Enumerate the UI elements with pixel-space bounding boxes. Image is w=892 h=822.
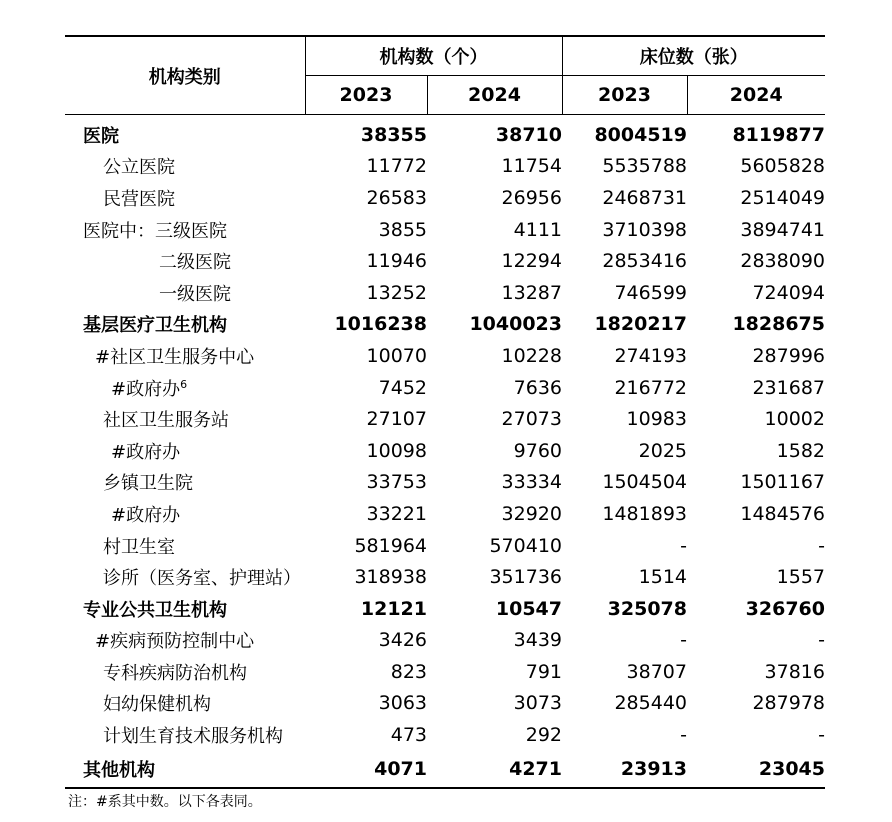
table-row xyxy=(65,115,825,151)
cell: 1484576 xyxy=(740,502,825,525)
cell: 27073 xyxy=(501,408,562,431)
cell: 23913 xyxy=(562,751,687,788)
cell: 8004519 xyxy=(594,123,687,146)
cell: - xyxy=(818,534,825,557)
cell: - xyxy=(680,534,687,557)
cell: 4111 xyxy=(513,218,562,241)
cell: 2514049 xyxy=(740,186,825,209)
cell: 4071 xyxy=(305,751,427,788)
health-institutions-table xyxy=(65,35,825,789)
cell: 26583 xyxy=(366,186,427,209)
cell: - xyxy=(818,629,825,652)
cell: 8119877 xyxy=(732,123,825,146)
table-row xyxy=(65,593,825,625)
table-row xyxy=(65,340,825,372)
cell: 3855 xyxy=(378,218,427,241)
row-label-text: #政府办 xyxy=(111,378,181,400)
cell: 12121 xyxy=(360,597,427,620)
table-row xyxy=(65,245,825,277)
cell: 3439 xyxy=(513,629,562,652)
table-row xyxy=(65,309,825,341)
table-row xyxy=(65,435,825,467)
cell: 2468731 xyxy=(602,186,687,209)
table-row xyxy=(65,214,825,246)
cell: 1557 xyxy=(776,566,825,589)
cell: 32920 xyxy=(501,502,562,525)
cell: 1481893 xyxy=(602,502,687,525)
row-label: 村卫生室 xyxy=(103,536,175,558)
cell: 3063 xyxy=(378,692,427,715)
row-label: 乡镇卫生院 xyxy=(103,473,193,495)
year-header: 2023 xyxy=(305,76,427,115)
row-label: #政府办 xyxy=(111,441,181,463)
table-row xyxy=(65,151,825,183)
cell: 33334 xyxy=(501,471,562,494)
cell: 3073 xyxy=(513,692,562,715)
cell: 10228 xyxy=(501,344,562,367)
cell: 570410 xyxy=(489,534,562,557)
row-label: 其他机构 xyxy=(65,751,305,788)
cell: - xyxy=(680,724,687,747)
cell: 1582 xyxy=(776,439,825,462)
row-label: 计划生育技术服务机构 xyxy=(103,726,283,748)
cell: 724094 xyxy=(752,281,825,304)
cell: 1828675 xyxy=(732,313,825,336)
row-label: #政府办 xyxy=(111,504,181,526)
table-row xyxy=(65,403,825,435)
cell: 33221 xyxy=(366,502,427,525)
footnote-mark: 6 xyxy=(180,377,188,391)
row-label: 社区卫生服务站 xyxy=(103,410,229,432)
table-row xyxy=(65,688,825,720)
cell: 287996 xyxy=(752,344,825,367)
cell: 1016238 xyxy=(334,313,427,336)
row-label: 诊所（医务室、护理站） xyxy=(103,568,301,590)
cell: 1501167 xyxy=(740,471,825,494)
cell: 2838090 xyxy=(740,250,825,273)
cell: 791 xyxy=(525,660,562,683)
table-row xyxy=(65,530,825,562)
cell: 3426 xyxy=(378,629,427,652)
cell: 5535788 xyxy=(602,155,687,178)
row-label: 基层医疗卫生机构 xyxy=(83,315,227,337)
cell: 292 xyxy=(525,724,562,747)
cell: 37816 xyxy=(764,660,825,683)
row-label: 医院 xyxy=(83,125,119,147)
cell: 10547 xyxy=(495,597,562,620)
row-label: #社区卫生服务中心 xyxy=(95,346,255,368)
cell: 1504504 xyxy=(602,471,687,494)
table-row xyxy=(65,182,825,214)
row-label xyxy=(65,372,305,404)
cell: 325078 xyxy=(607,597,687,620)
cell: 351736 xyxy=(489,566,562,589)
cell: 10098 xyxy=(366,439,427,462)
row-label: 一级医院 xyxy=(159,283,231,305)
cell: 2025 xyxy=(638,439,687,462)
cell: 823 xyxy=(390,660,427,683)
cell: 318938 xyxy=(354,566,427,589)
cell: 274193 xyxy=(614,344,687,367)
cell: 12294 xyxy=(501,250,562,273)
cell: 2853416 xyxy=(602,250,687,273)
cell: 581964 xyxy=(354,534,427,557)
year-header: 2024 xyxy=(729,84,783,106)
cell: 13252 xyxy=(366,281,427,304)
cell: 10002 xyxy=(764,408,825,431)
cell: 287978 xyxy=(752,692,825,715)
cell: 4271 xyxy=(427,751,562,788)
cell: 326760 xyxy=(745,597,825,620)
table-row xyxy=(65,467,825,499)
cell: 231687 xyxy=(752,376,825,399)
cell: 1820217 xyxy=(594,313,687,336)
beds-header: 床位数（张） xyxy=(562,36,825,76)
year-header: 2023 xyxy=(562,76,687,115)
table-row xyxy=(65,625,825,657)
cell: 285440 xyxy=(614,692,687,715)
cell: 1514 xyxy=(638,566,687,589)
category-header: 机构类别 xyxy=(65,36,305,115)
cell: 216772 xyxy=(614,376,687,399)
row-label: 专业公共卫生机构 xyxy=(83,599,227,621)
cell: 5605828 xyxy=(740,155,825,178)
cell: 11946 xyxy=(366,250,427,273)
institutions-header: 机构数（个） xyxy=(305,36,562,76)
year-header: 2024 xyxy=(427,76,562,115)
row-label: #疾病预防控制中心 xyxy=(95,631,255,653)
cell: 23045 xyxy=(687,751,825,788)
row-label: 医院中：三级医院 xyxy=(83,220,227,242)
row-label: 民营医院 xyxy=(103,188,175,210)
row-label: 妇幼保健机构 xyxy=(103,694,211,716)
cell: 10983 xyxy=(626,408,687,431)
cell: 3710398 xyxy=(602,218,687,241)
cell: 33753 xyxy=(366,471,427,494)
table-row xyxy=(65,372,825,404)
cell: 13287 xyxy=(501,281,562,304)
table-row xyxy=(65,656,825,688)
cell: 11772 xyxy=(366,155,427,178)
cell: 10070 xyxy=(366,344,427,367)
row-label: 二级医院 xyxy=(159,252,231,274)
cell: 3894741 xyxy=(740,218,825,241)
cell: 38710 xyxy=(495,123,562,146)
table-row xyxy=(65,719,825,751)
cell: 38355 xyxy=(360,123,427,146)
cell: 7452 xyxy=(378,376,427,399)
table-row xyxy=(65,498,825,530)
cell: 1040023 xyxy=(469,313,562,336)
cell: 9760 xyxy=(513,439,562,462)
cell: 26956 xyxy=(501,186,562,209)
cell: 7636 xyxy=(513,376,562,399)
cell: 38707 xyxy=(626,660,687,683)
table-note: 注：#系其中数。以下各表同。 xyxy=(68,794,262,810)
cell: 746599 xyxy=(614,281,687,304)
cell: - xyxy=(818,724,825,747)
cell: 473 xyxy=(390,724,427,747)
cell: 27107 xyxy=(366,408,427,431)
row-label: 专科疾病防治机构 xyxy=(103,662,247,684)
cell: 11754 xyxy=(501,155,562,178)
table-row xyxy=(65,751,825,788)
cell: - xyxy=(680,629,687,652)
table-row xyxy=(65,277,825,309)
table-row xyxy=(65,561,825,593)
row-label: 公立医院 xyxy=(103,157,175,179)
